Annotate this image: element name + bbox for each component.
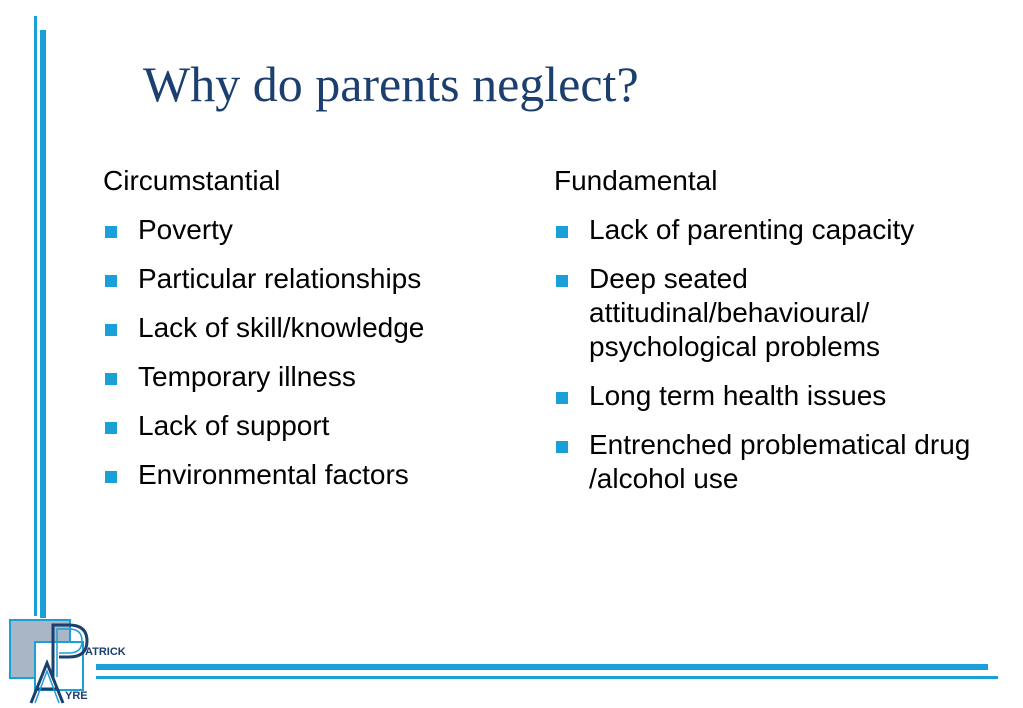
bottom-rule-thick bbox=[96, 664, 988, 670]
square-bullet-icon bbox=[556, 226, 568, 238]
circumstantial-list bbox=[103, 213, 523, 492]
patrick-ayre-logo bbox=[7, 617, 147, 705]
square-bullet-icon bbox=[556, 392, 568, 404]
square-bullet-icon bbox=[105, 471, 117, 483]
left-rule-thick bbox=[40, 30, 46, 618]
list-item-text: Particular relationships bbox=[138, 263, 422, 294]
fundamental-heading: Fundamental bbox=[554, 165, 718, 196]
list-item-text: Temporary illness bbox=[138, 361, 356, 392]
list-item-text: Lack of skill/knowledge bbox=[138, 312, 425, 343]
list-item bbox=[103, 360, 523, 394]
fundamental-column bbox=[554, 164, 1004, 511]
list-item-text: Entrenched problematical drug /alcohol use bbox=[589, 429, 971, 494]
square-bullet-icon bbox=[556, 441, 568, 453]
list-item bbox=[103, 311, 523, 345]
list-item bbox=[554, 213, 1004, 247]
square-bullet-icon bbox=[105, 275, 117, 287]
circumstantial-heading: Circumstantial bbox=[103, 165, 281, 196]
square-bullet-icon bbox=[105, 422, 117, 434]
list-item bbox=[554, 428, 1004, 496]
circumstantial-column bbox=[103, 164, 523, 507]
list-item-text: Lack of parenting capacity bbox=[589, 214, 915, 245]
logo-line-2: YRE bbox=[65, 690, 88, 702]
list-item bbox=[554, 262, 1004, 364]
list-item-text: Long term health issues bbox=[589, 380, 887, 411]
bottom-rule-thin bbox=[96, 676, 998, 679]
left-rule-thin bbox=[34, 16, 37, 616]
list-item bbox=[103, 458, 523, 492]
square-bullet-icon bbox=[105, 324, 117, 336]
square-bullet-icon bbox=[556, 275, 568, 287]
list-item-text: Deep seated attitudinal/behavioural/ psychological problems bbox=[589, 263, 881, 362]
list-item-text: Lack of support bbox=[138, 410, 330, 441]
square-bullet-icon bbox=[105, 373, 117, 385]
list-item bbox=[103, 409, 523, 443]
fundamental-list bbox=[554, 213, 1004, 496]
list-item bbox=[103, 262, 523, 296]
square-bullet-icon bbox=[105, 226, 117, 238]
logo-line-1: ATRICK bbox=[85, 646, 126, 658]
list-item bbox=[103, 213, 523, 247]
list-item-text: Environmental factors bbox=[138, 459, 409, 490]
slide-title: Why do parents neglect? bbox=[143, 56, 639, 112]
list-item bbox=[554, 379, 1004, 413]
list-item-text: Poverty bbox=[138, 214, 233, 245]
